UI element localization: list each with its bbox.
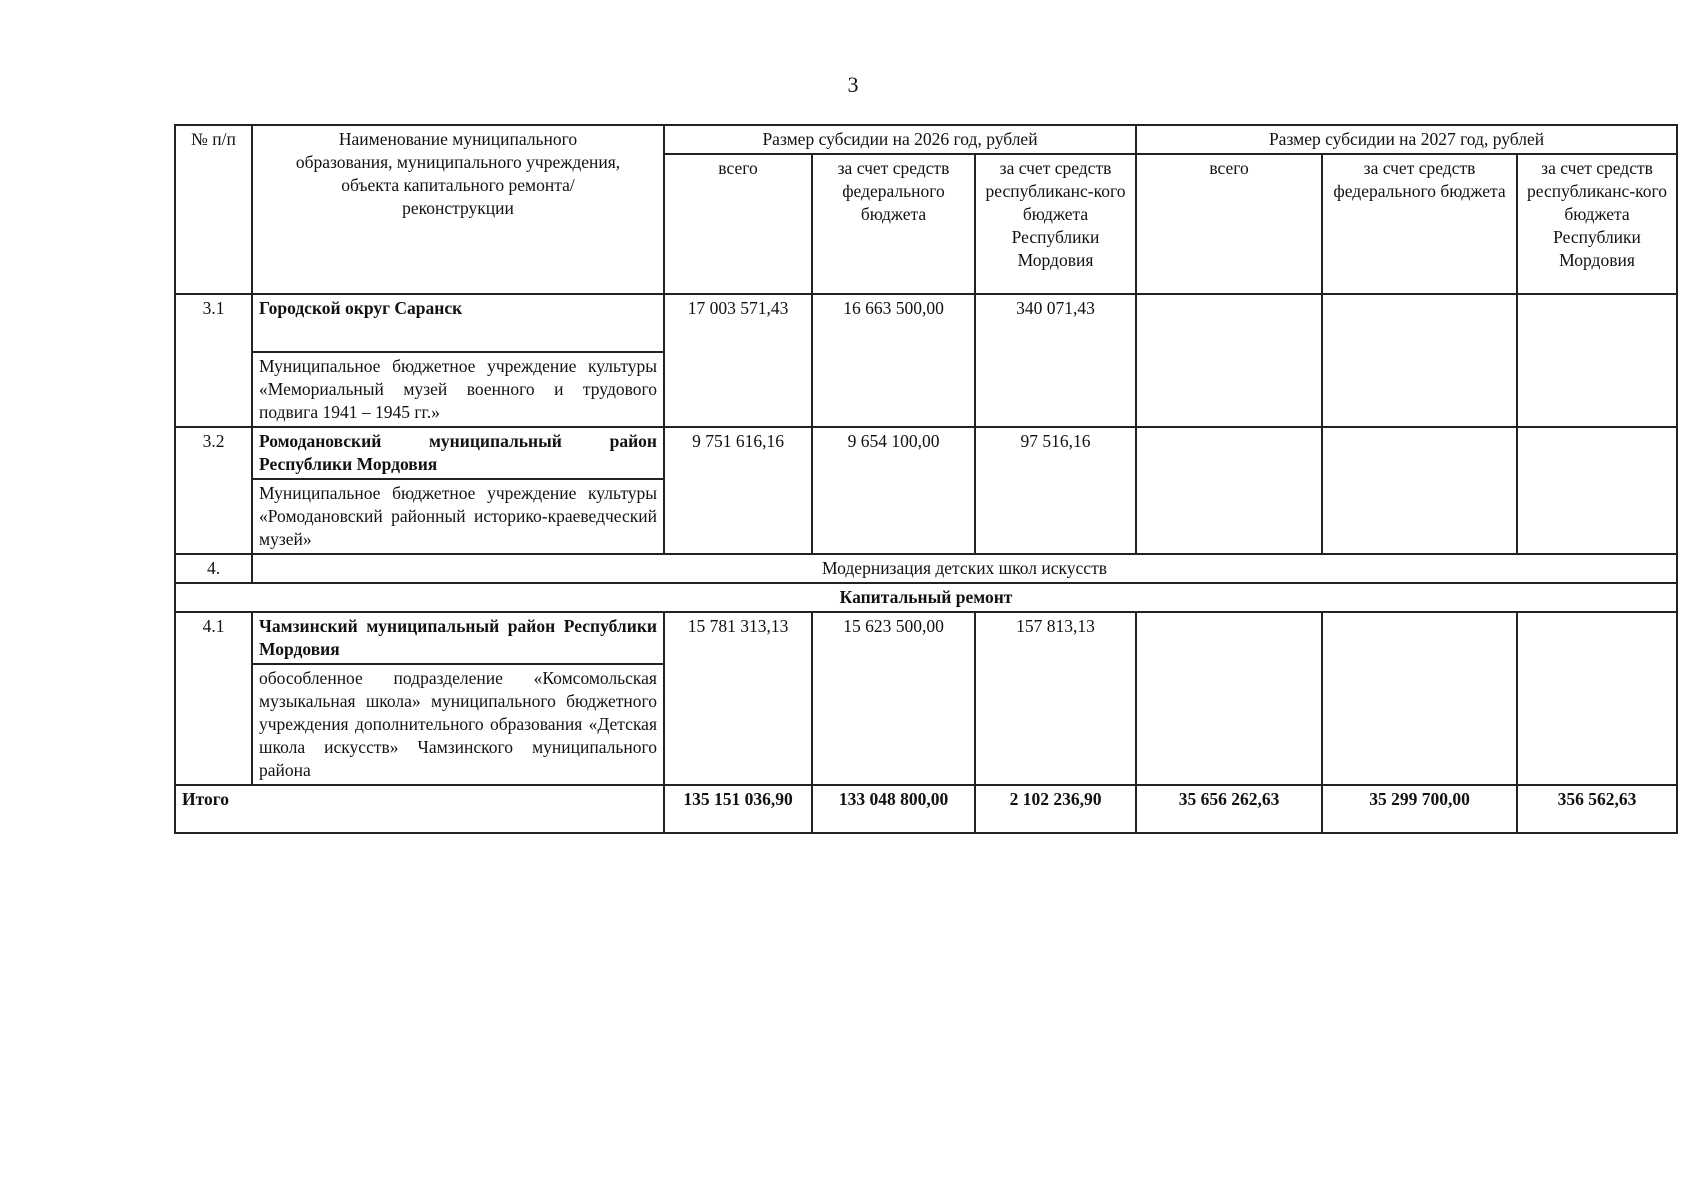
header-2026-federal: за счет средств федерального бюджета xyxy=(812,154,975,294)
header-2027-federal: за счет средств федерального бюджета xyxy=(1322,154,1517,294)
republic-2026: 157 813,13 xyxy=(975,612,1136,785)
header-row-1 xyxy=(175,125,1677,154)
header-2027-total: всего xyxy=(1136,154,1322,294)
table-row xyxy=(175,294,1677,352)
row-number: 4. xyxy=(175,554,252,583)
republic-2027 xyxy=(1517,427,1677,554)
republic-2026: 340 071,43 xyxy=(975,294,1136,427)
municipality-name: Ромодановский муниципальный район Республики Мордовия xyxy=(252,427,664,479)
total-2026: 9 751 616,16 xyxy=(664,427,812,554)
institution-name: Муниципальное бюджетное учреждение культуры «Ромодановский районный историко-краеведческий музей» xyxy=(252,479,664,554)
totals-federal-2026: 133 048 800,00 xyxy=(812,785,975,833)
subsidy-table xyxy=(174,124,1678,834)
federal-2027 xyxy=(1322,427,1517,554)
row-number: 3.2 xyxy=(175,427,252,554)
header-2026: Размер субсидии на 2026 год, рублей xyxy=(664,125,1136,154)
federal-2026: 15 623 500,00 xyxy=(812,612,975,785)
federal-2027 xyxy=(1322,294,1517,427)
header-2026-republic: за счет средств республиканс-кого бюджета Республики Мордовия xyxy=(975,154,1136,294)
table-row xyxy=(175,427,1677,479)
federal-2027 xyxy=(1322,612,1517,785)
total-2027 xyxy=(1136,612,1322,785)
totals-total-2026: 135 151 036,90 xyxy=(664,785,812,833)
header-2026-total: всего xyxy=(664,154,812,294)
totals-total-2027: 35 656 262,63 xyxy=(1136,785,1322,833)
header-num: № п/п xyxy=(175,125,252,294)
institution-name: Муниципальное бюджетное учреждение культуры «Мемориальный музей военного и трудового подвига 1941 – 1945 гг.» xyxy=(252,352,664,427)
total-2026: 17 003 571,43 xyxy=(664,294,812,427)
header-name: Наименование муниципального образования, муниципального учреждения, объекта капитального ремонта/ реконструкции xyxy=(252,125,664,294)
federal-2026: 16 663 500,00 xyxy=(812,294,975,427)
header-2027: Размер субсидии на 2027 год, рублей xyxy=(1136,125,1677,154)
row-number: 3.1 xyxy=(175,294,252,427)
municipality-name: Чамзинский муниципальный район Республики Мордовия xyxy=(252,612,664,664)
federal-2026: 9 654 100,00 xyxy=(812,427,975,554)
republic-2026: 97 516,16 xyxy=(975,427,1136,554)
subsection-row xyxy=(175,583,1677,612)
subsection-title: Капитальный ремонт xyxy=(175,583,1677,612)
row-number: 4.1 xyxy=(175,612,252,785)
section-row xyxy=(175,554,1677,583)
totals-label: Итого xyxy=(175,785,664,833)
institution-name: обособленное подразделение «Комсомольская музыкальная школа» муниципального бюджетного учреждения дополнительного образования «Детская школа искусств» Чамзинского муниципального района xyxy=(252,664,664,785)
totals-republic-2027: 356 562,63 xyxy=(1517,785,1677,833)
total-2027 xyxy=(1136,294,1322,427)
municipality-name: Городской округ Саранск xyxy=(252,294,664,352)
table-row xyxy=(175,612,1677,664)
total-2027 xyxy=(1136,427,1322,554)
republic-2027 xyxy=(1517,294,1677,427)
header-2027-republic: за счет средств республиканс-кого бюджета Республики Мордовия xyxy=(1517,154,1677,294)
totals-republic-2026: 2 102 236,90 xyxy=(975,785,1136,833)
page-number: 3 xyxy=(847,72,859,97)
totals-federal-2027: 35 299 700,00 xyxy=(1322,785,1517,833)
totals-row xyxy=(175,785,1677,833)
republic-2027 xyxy=(1517,612,1677,785)
total-2026: 15 781 313,13 xyxy=(664,612,812,785)
section-title: Модернизация детских школ искусств xyxy=(252,554,1677,583)
